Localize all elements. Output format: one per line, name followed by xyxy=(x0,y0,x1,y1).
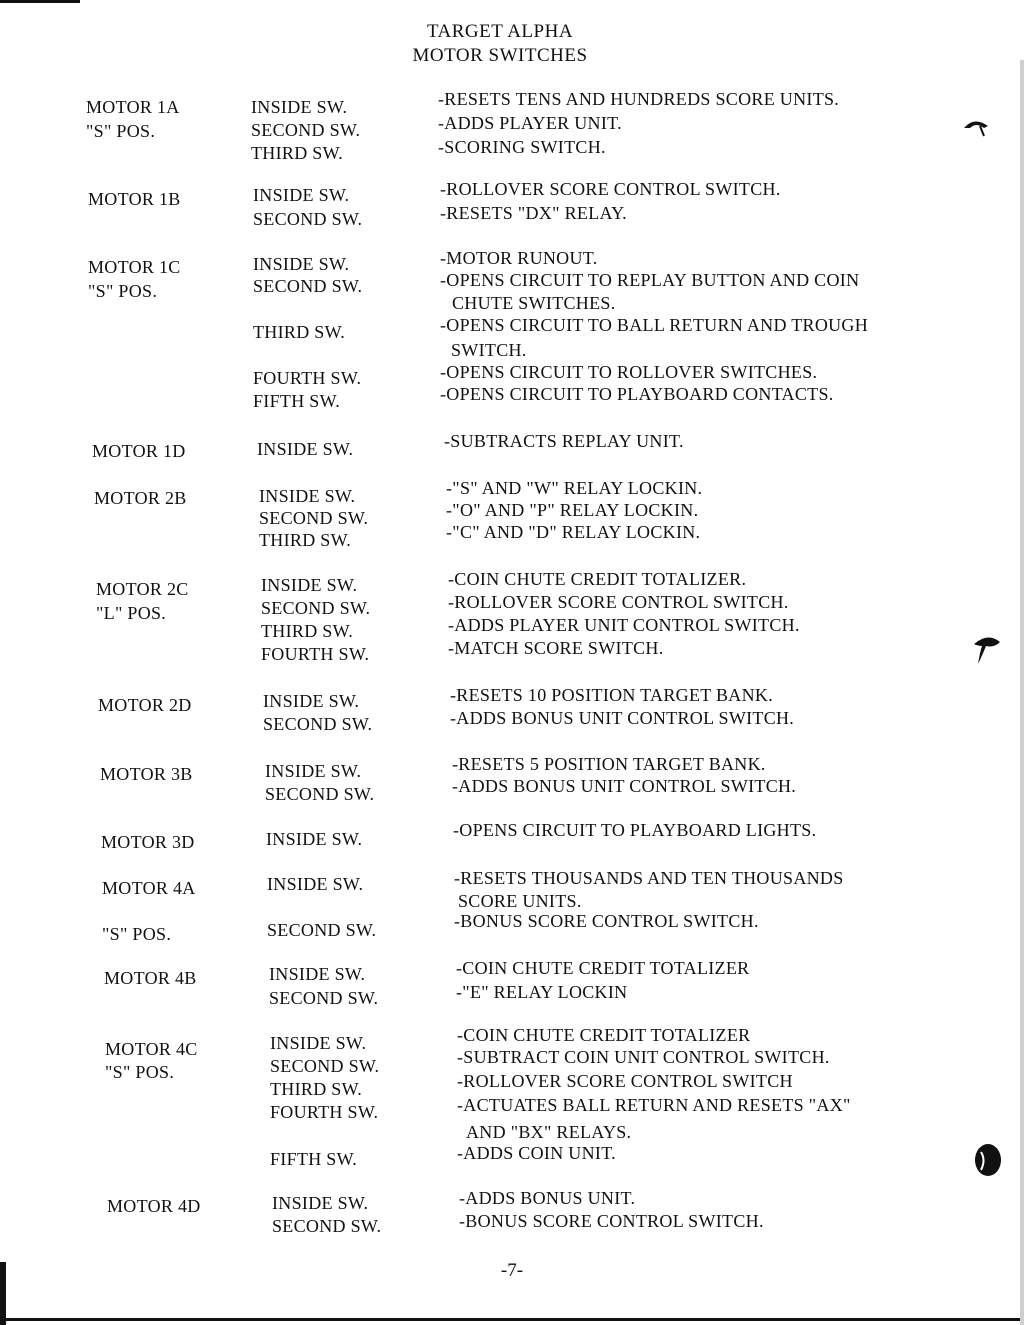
switch-description: -MOTOR RUNOUT. xyxy=(440,248,598,268)
switch-label: INSIDE SW. xyxy=(265,761,362,781)
switch-label: THIRD SW. xyxy=(270,1079,363,1099)
motor-label: MOTOR 2C xyxy=(96,579,189,599)
page-number: -7- xyxy=(500,1260,524,1281)
motor-position: "S" POS. xyxy=(105,1062,175,1082)
switch-label: FIFTH SW. xyxy=(253,391,341,411)
motor-position: "L" POS. xyxy=(96,603,167,623)
switch-label: SECOND SW. xyxy=(267,920,377,940)
binder-hole-middle-mark xyxy=(972,632,1006,666)
switch-label: INSIDE SW. xyxy=(269,964,366,984)
switch-label: THIRD SW. xyxy=(259,530,352,550)
switch-label: INSIDE SW. xyxy=(253,185,350,205)
switch-label: FOURTH SW. xyxy=(261,644,370,664)
switch-description: -ADDS COIN UNIT. xyxy=(457,1143,616,1163)
switch-label: FOURTH SW. xyxy=(253,368,362,388)
motor-position: "S" POS. xyxy=(102,924,172,944)
motor-label: MOTOR 2D xyxy=(98,695,192,715)
motor-position: "S" POS. xyxy=(86,121,156,141)
switch-description: -SUBTRACT COIN UNIT CONTROL SWITCH. xyxy=(457,1047,830,1067)
switch-label: THIRD SW. xyxy=(261,621,354,641)
motor-label: MOTOR 4C xyxy=(105,1039,198,1059)
switch-description: -RESETS TENS AND HUNDREDS SCORE UNITS. xyxy=(438,89,840,109)
switch-description: -RESETS "DX" RELAY. xyxy=(440,203,627,223)
motor-label: MOTOR 4D xyxy=(107,1196,201,1216)
motor-label: MOTOR 1C xyxy=(88,257,181,277)
switch-description: -RESETS 5 POSITION TARGET BANK. xyxy=(452,754,766,774)
switch-label: INSIDE SW. xyxy=(253,254,350,274)
switch-label: INSIDE SW. xyxy=(263,691,360,711)
switch-label: INSIDE SW. xyxy=(251,97,348,117)
switch-description: -OPENS CIRCUIT TO ROLLOVER SWITCHES. xyxy=(440,362,818,382)
motor-label: MOTOR 3D xyxy=(101,832,195,852)
switch-description: SWITCH. xyxy=(451,340,527,360)
switch-label: SECOND SW. xyxy=(259,508,369,528)
motor-label: MOTOR 1A xyxy=(86,97,180,117)
switch-label: SECOND SW. xyxy=(272,1216,382,1236)
motor-position: "S" POS. xyxy=(88,281,158,301)
switch-description: -MATCH SCORE SWITCH. xyxy=(448,638,664,658)
switch-label: FOURTH SW. xyxy=(270,1102,379,1122)
switch-description: -ROLLOVER SCORE CONTROL SWITCH. xyxy=(440,179,781,199)
switch-description: -BONUS SCORE CONTROL SWITCH. xyxy=(454,911,759,931)
switch-description: -COIN CHUTE CREDIT TOTALIZER xyxy=(457,1025,751,1045)
binder-hole-bottom-mark xyxy=(972,1142,1004,1178)
switch-description: AND "BX" RELAYS. xyxy=(466,1122,632,1142)
switch-label: INSIDE SW. xyxy=(272,1193,369,1213)
switch-label: SECOND SW. xyxy=(269,988,379,1008)
switch-label: THIRD SW. xyxy=(253,322,346,342)
switch-description: -ROLLOVER SCORE CONTROL SWITCH. xyxy=(448,592,789,612)
switch-label: INSIDE SW. xyxy=(270,1033,367,1053)
title-line-2: MOTOR SWITCHES xyxy=(412,45,588,66)
switch-label: FIFTH SW. xyxy=(270,1149,358,1169)
switch-label: INSIDE SW. xyxy=(257,439,354,459)
switch-description: -"C" AND "D" RELAY LOCKIN. xyxy=(446,522,701,542)
switch-description: -ADDS BONUS UNIT CONTROL SWITCH. xyxy=(450,708,795,728)
switch-label: SECOND SW. xyxy=(253,276,363,296)
binder-hole-top-mark xyxy=(962,114,992,138)
switch-description: SCORE UNITS. xyxy=(458,891,582,911)
switch-description: -SUBTRACTS REPLAY UNIT. xyxy=(444,431,684,451)
switch-description: -"S" AND "W" RELAY LOCKIN. xyxy=(446,478,703,498)
switch-label: INSIDE SW. xyxy=(259,486,356,506)
switch-description: -OPENS CIRCUIT TO PLAYBOARD CONTACTS. xyxy=(440,384,834,404)
motor-label: MOTOR 3B xyxy=(100,764,193,784)
switch-description: -"O" AND "P" RELAY LOCKIN. xyxy=(446,500,699,520)
switch-description: -ADDS PLAYER UNIT. xyxy=(438,113,622,133)
switch-description: -ROLLOVER SCORE CONTROL SWITCH xyxy=(457,1071,793,1091)
switch-description: -OPENS CIRCUIT TO PLAYBOARD LIGHTS. xyxy=(453,820,817,840)
switch-description: -RESETS 10 POSITION TARGET BANK. xyxy=(450,685,774,705)
switch-label: SECOND SW. xyxy=(265,784,375,804)
switch-label: INSIDE SW. xyxy=(266,829,363,849)
switch-label: SECOND SW. xyxy=(253,209,363,229)
switch-description: -SCORING SWITCH. xyxy=(438,137,606,157)
motor-label: MOTOR 2B xyxy=(94,488,187,508)
switch-label: THIRD SW. xyxy=(251,143,344,163)
switch-description: -ACTUATES BALL RETURN AND RESETS "AX" xyxy=(457,1095,851,1115)
switch-description: -OPENS CIRCUIT TO REPLAY BUTTON AND COIN xyxy=(440,270,860,290)
switch-description: -RESETS THOUSANDS AND TEN THOUSANDS xyxy=(454,868,844,888)
switch-description: -ADDS PLAYER UNIT CONTROL SWITCH. xyxy=(448,615,800,635)
switch-description: -ADDS BONUS UNIT. xyxy=(459,1188,636,1208)
switch-description: CHUTE SWITCHES. xyxy=(452,293,616,313)
switch-label: SECOND SW. xyxy=(261,598,371,618)
switch-description: -ADDS BONUS UNIT CONTROL SWITCH. xyxy=(452,776,797,796)
switch-label: SECOND SW. xyxy=(270,1056,380,1076)
switch-label: SECOND SW. xyxy=(263,714,373,734)
switch-description: -COIN CHUTE CREDIT TOTALIZER xyxy=(456,958,750,978)
switch-description: -"E" RELAY LOCKIN xyxy=(456,982,628,1002)
title-line-1: TARGET ALPHA xyxy=(426,21,574,42)
switch-label: INSIDE SW. xyxy=(261,575,358,595)
switch-description: -COIN CHUTE CREDIT TOTALIZER. xyxy=(448,569,747,589)
switch-description: -OPENS CIRCUIT TO BALL RETURN AND TROUGH xyxy=(440,315,869,335)
motor-label: MOTOR 1B xyxy=(88,189,181,209)
motor-label: MOTOR 1D xyxy=(92,441,186,461)
motor-label: MOTOR 4A xyxy=(102,878,196,898)
switch-label: INSIDE SW. xyxy=(267,874,364,894)
switch-description: -BONUS SCORE CONTROL SWITCH. xyxy=(459,1211,764,1231)
switch-label: SECOND SW. xyxy=(251,120,361,140)
motor-label: MOTOR 4B xyxy=(104,968,197,988)
